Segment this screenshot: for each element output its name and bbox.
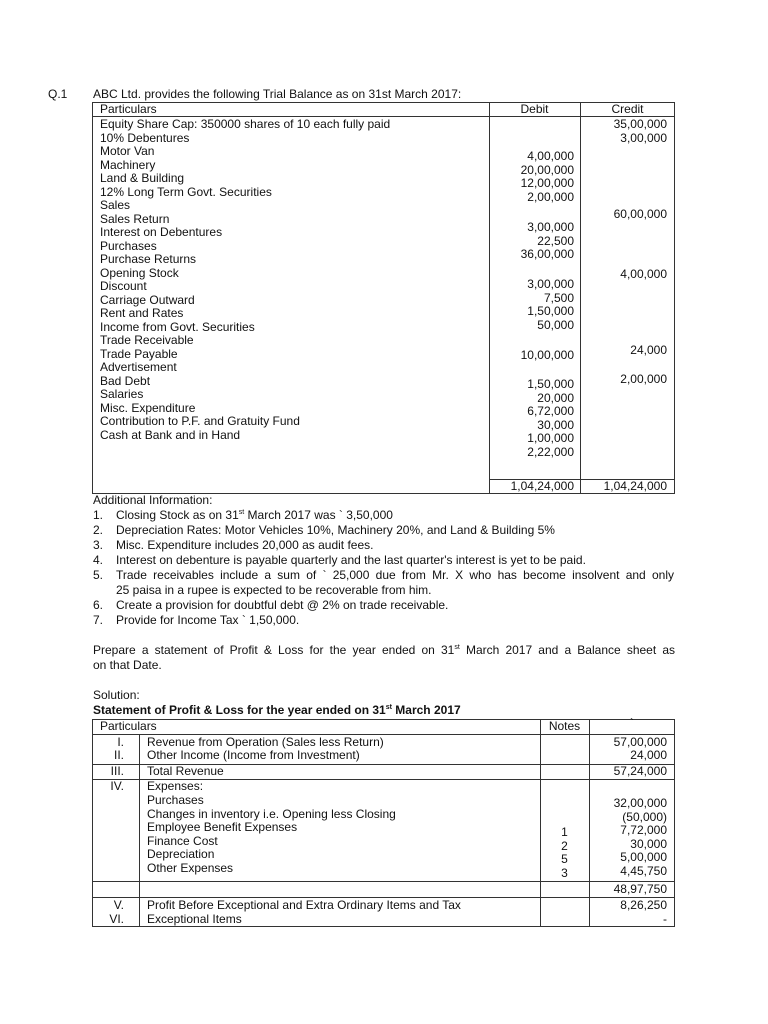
tb-particular: Rent and Rates bbox=[100, 306, 184, 320]
solution-title-text: March 2017 bbox=[391, 703, 461, 717]
pl-roman: V. bbox=[113, 898, 124, 912]
pl-row-divider bbox=[92, 881, 675, 882]
tb-particular: Income from Govt. Securities bbox=[100, 319, 255, 334]
tb-total-credit: 1,04,24,000 bbox=[603, 479, 667, 493]
pl-roman: VI. bbox=[109, 912, 124, 926]
tb-particulars-list bbox=[100, 118, 390, 442]
additional-item-3: Misc. Expenditure includes 20,000 as audit fees. bbox=[116, 538, 374, 552]
pl-expenses-total: 48,97,750 bbox=[613, 882, 667, 896]
pl-expense-item: Depreciation bbox=[147, 847, 215, 861]
pl-roman: III. bbox=[110, 764, 124, 778]
pl-row-label: Profit Before Exceptional and Extra Ordinary Items and Tax bbox=[147, 898, 461, 912]
pl-roman: I. bbox=[117, 735, 124, 749]
additional-num: 4. bbox=[93, 553, 104, 567]
additional-item-sup: st bbox=[238, 509, 245, 516]
pl-expense-amount: 4,45,750 bbox=[620, 863, 667, 878]
tb-debit-value: 4,00,000 bbox=[527, 149, 574, 163]
pl-expense-note: 1 bbox=[561, 825, 568, 839]
tb-particular: Machinery bbox=[100, 157, 156, 172]
pl-expense-amounts bbox=[590, 797, 667, 878]
tb-particular: Purchase Returns bbox=[100, 252, 197, 266]
additional-item-2: Depreciation Rates: Motor Vehicles 10%, Machinery 20%, and Land & Building 5% bbox=[116, 523, 555, 537]
solution-label: Solution: bbox=[93, 688, 140, 702]
pl-header-particulars: Particulars bbox=[100, 719, 157, 733]
tb-debit-value: 20,000 bbox=[537, 390, 574, 405]
tb-debit-value: 12,00,000 bbox=[520, 176, 574, 190]
solution-title bbox=[93, 704, 461, 718]
tb-debit-value: 10,00,000 bbox=[520, 348, 574, 362]
tb-debit-value: 22,500 bbox=[537, 233, 574, 248]
pl-expense-amount: 32,00,000 bbox=[613, 796, 667, 810]
tb-debit-value: 3,00,000 bbox=[527, 220, 574, 234]
prepare-text: March 2017 and a Balance sheet as bbox=[459, 643, 676, 657]
prepare-text: Prepare a statement of Profit & Loss for the year ended on 31 bbox=[93, 643, 455, 657]
tb-debit-group-5 bbox=[490, 378, 574, 459]
pl-header-notes: Notes bbox=[548, 719, 581, 733]
tb-particular: Land & Building bbox=[100, 171, 185, 185]
tb-particular: Bad Debt bbox=[100, 373, 151, 388]
tb-debit-value: 1,00,000 bbox=[527, 431, 574, 445]
tb-debit-value: 1,50,000 bbox=[527, 304, 574, 318]
pl-expense-note: 2 bbox=[561, 838, 568, 853]
tb-credit-value: 24,000 bbox=[630, 343, 667, 357]
question-number: Q.1 bbox=[48, 87, 68, 101]
tb-particular: Interest on Debentures bbox=[100, 225, 223, 239]
additional-num: 7. bbox=[93, 613, 104, 627]
prepare-line-2: on that Date. bbox=[93, 658, 162, 672]
pl-row-label: Other Income (Income from Investment) bbox=[147, 748, 360, 762]
solution-title-text: Statement of Profit & Loss for the year ended on 31 bbox=[93, 703, 386, 717]
pl-expense-note: 3 bbox=[561, 865, 568, 880]
pl-expense-note: 5 bbox=[561, 852, 568, 866]
pl-expense-amount: 30,000 bbox=[630, 836, 667, 851]
additional-num: 5. bbox=[93, 568, 104, 582]
tb-particular: Equity Share Cap: 350000 shares of 10 each fully paid bbox=[100, 117, 391, 131]
pl-row-amount: 24,000 bbox=[630, 748, 667, 762]
additional-item-text: Closing Stock as on 31 bbox=[116, 508, 239, 522]
additional-num: 2. bbox=[93, 523, 104, 537]
tb-header-credit: Credit bbox=[611, 102, 644, 116]
additional-item-7: Provide for Income Tax ` 1,50,000. bbox=[116, 613, 300, 627]
tb-debit-value: 50,000 bbox=[537, 317, 574, 332]
additional-item-4: Interest on debenture is payable quarterly and the last quarter's interest is yet to be paid. bbox=[116, 553, 586, 567]
pl-expense-item: Other Expenses bbox=[147, 860, 234, 875]
additional-item-5-cont: 25 paisa in a rupee is expected to be recoverable from him. bbox=[116, 583, 432, 597]
tb-particular: Opening Stock bbox=[100, 265, 179, 280]
tb-particular: Sales bbox=[100, 198, 131, 212]
question-text: ABC Ltd. provides the following Trial Balance as on 31st March 2017: bbox=[93, 87, 462, 101]
tb-particular: Motor Van bbox=[100, 144, 155, 158]
pl-expense-item: Finance Cost bbox=[147, 833, 218, 848]
additional-num: 3. bbox=[93, 538, 104, 552]
pl-row-amount: 8,26,250 bbox=[620, 898, 667, 912]
pl-header-amount: ` bbox=[630, 716, 634, 730]
tb-debit-value: 1,50,000 bbox=[527, 377, 574, 391]
pl-roman: IV. bbox=[110, 779, 124, 793]
pl-row-amount: 57,24,000 bbox=[613, 764, 667, 778]
tb-particular: Advertisement bbox=[100, 360, 177, 374]
pl-row-amount: 57,00,000 bbox=[613, 735, 667, 749]
pl-roman: II. bbox=[113, 748, 124, 762]
additional-item-6: Create a provision for doubtful debt @ 2% on trade receivable. bbox=[116, 598, 449, 612]
additional-num: 1. bbox=[93, 508, 104, 522]
tb-particular: Misc. Expenditure bbox=[100, 400, 196, 415]
pl-row-amount: - bbox=[663, 912, 667, 926]
pl-expense-items bbox=[147, 794, 396, 875]
prepare-line-1 bbox=[93, 644, 675, 658]
tb-particular: Salaries bbox=[100, 387, 144, 401]
tb-debit-group-3 bbox=[490, 278, 574, 332]
tb-credit-value: 4,00,000 bbox=[620, 267, 667, 281]
additional-num: 6. bbox=[93, 598, 104, 612]
tb-particular: 10% Debentures bbox=[100, 130, 190, 145]
prepare-sup: st bbox=[454, 644, 460, 651]
tb-debit-value: 36,00,000 bbox=[520, 247, 574, 261]
tb-credit-value: 60,00,000 bbox=[613, 207, 667, 221]
pl-expense-item: Changes in inventory i.e. Opening less Closing bbox=[147, 806, 396, 821]
tb-debit-value: 6,72,000 bbox=[527, 404, 574, 418]
tb-debit-value: 2,22,000 bbox=[527, 444, 574, 459]
tb-debit-value: 7,500 bbox=[543, 290, 574, 305]
tb-debit-group-2 bbox=[490, 221, 574, 262]
pl-row-label: Revenue from Operation (Sales less Return) bbox=[147, 735, 384, 749]
trial-balance-col-divider-2 bbox=[580, 102, 581, 494]
tb-debit-group-1 bbox=[490, 150, 574, 204]
pl-expense-item: Purchases bbox=[147, 793, 204, 807]
pl-expenses-label: Expenses: bbox=[147, 779, 204, 793]
pl-expense-item: Employee Benefit Expenses bbox=[147, 820, 298, 834]
pl-expense-notes bbox=[540, 826, 589, 880]
tb-debit-value: 2,00,000 bbox=[527, 189, 574, 204]
tb-debit-value: 30,000 bbox=[537, 417, 574, 432]
tb-credit-value: 35,00,000 bbox=[613, 117, 667, 131]
pl-row-label: Exceptional Items bbox=[147, 912, 242, 926]
pl-expense-amount: 7,72,000 bbox=[620, 823, 667, 837]
tb-particular: Discount bbox=[100, 279, 147, 293]
tb-header-debit: Debit bbox=[520, 102, 549, 116]
pl-roman-divider bbox=[139, 734, 140, 927]
additional-heading: Additional Information: bbox=[93, 493, 213, 507]
tb-header-particulars: Particulars bbox=[100, 102, 157, 116]
tb-debit-value: 20,00,000 bbox=[520, 162, 574, 177]
tb-particular: Trade Payable bbox=[100, 346, 178, 361]
pl-expense-amount: 5,00,000 bbox=[620, 850, 667, 864]
additional-item-5: Trade receivables include a sum of ` 25,000 due from Mr. X who has become insolvent and only bbox=[116, 568, 674, 582]
tb-particular: Carriage Outward bbox=[100, 292, 195, 307]
tb-particular: Purchases bbox=[100, 238, 157, 253]
tb-particular: Cash at Bank and in Hand bbox=[100, 427, 241, 442]
tb-particular: Trade Receivable bbox=[100, 333, 194, 347]
additional-item-1 bbox=[116, 509, 393, 523]
tb-credit-value: 3,00,000 bbox=[620, 131, 667, 145]
tb-particular: Contribution to P.F. and Gratuity Fund bbox=[100, 414, 300, 428]
additional-item-text: March 2017 was ` 3,50,000 bbox=[244, 508, 393, 522]
tb-debit-group-4 bbox=[490, 349, 574, 363]
pl-row-label: Total Revenue bbox=[147, 764, 224, 778]
pl-expense-amount: (50,000) bbox=[622, 809, 667, 824]
tb-particular: 12% Long Term Govt. Securities bbox=[100, 184, 272, 199]
tb-particular: Sales Return bbox=[100, 211, 170, 226]
tb-credit-value: 2,00,000 bbox=[620, 372, 667, 386]
pl-notes-divider bbox=[540, 719, 541, 927]
solution-title-sup: st bbox=[385, 704, 392, 711]
tb-total-debit: 1,04,24,000 bbox=[510, 479, 574, 493]
tb-debit-value: 3,00,000 bbox=[527, 277, 574, 291]
